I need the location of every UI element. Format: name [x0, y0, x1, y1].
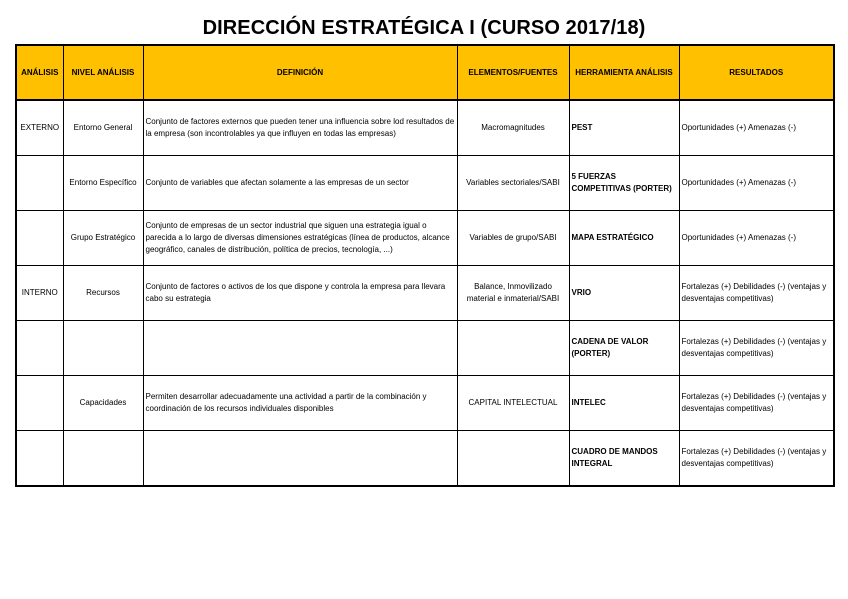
cell-elementos: CAPITAL INTELECTUAL — [457, 376, 569, 431]
cell-herramienta: 5 FUERZAS COMPETITIVAS (PORTER) — [569, 156, 679, 211]
cell-definicion: Conjunto de factores externos que pueden tener una influencia sobre lod resultados de la empresa (son incontrolables ya que influyen en todas las empresas) — [143, 100, 457, 156]
cell-resultados: Fortalezas (+) Debilidades (-) (ventajas y desventajas competitivas) — [679, 266, 834, 321]
cell-analisis: INTERNO — [16, 266, 63, 321]
cell-analisis — [16, 211, 63, 266]
cell-analisis — [16, 156, 63, 211]
cell-resultados: Oportunidades (+) Amenazas (-) — [679, 156, 834, 211]
table-row — [16, 100, 834, 156]
header-definicion: DEFINICIÓN — [143, 45, 457, 100]
header-herramienta-analisis: HERRAMIENTA ANÁLISIS — [569, 45, 679, 100]
cell-definicion: Conjunto de factores o activos de los que dispone y controla la empresa para llevara cabo su estrategia — [143, 266, 457, 321]
table-row — [16, 211, 834, 266]
header-nivel-analisis: NIVEL ANÁLISIS — [63, 45, 143, 100]
cell-definicion: Conjunto de variables que afectan solamente a las empresas de un sector — [143, 156, 457, 211]
cell-nivel — [63, 321, 143, 376]
cell-resultados: Fortalezas (+) Debilidades (-) (ventajas y desventajas competitivas) — [679, 376, 834, 431]
cell-herramienta: INTELEC — [569, 376, 679, 431]
cell-elementos — [457, 321, 569, 376]
cell-resultados: Fortalezas (+) Debilidades (-) (ventajas y desventajas competitivas) — [679, 431, 834, 487]
cell-nivel: Entorno Específico — [63, 156, 143, 211]
cell-elementos: Variables de grupo/SABI — [457, 211, 569, 266]
table-row — [16, 156, 834, 211]
cell-resultados: Oportunidades (+) Amenazas (-) — [679, 211, 834, 266]
cell-definicion — [143, 321, 457, 376]
cell-elementos: Variables sectoriales/SABI — [457, 156, 569, 211]
header-elementos-fuentes: ELEMENTOS/FUENTES — [457, 45, 569, 100]
cell-nivel: Entorno General — [63, 100, 143, 156]
cell-nivel: Grupo Estratégico — [63, 211, 143, 266]
header-row — [16, 45, 834, 100]
cell-elementos: Macromagnitudes — [457, 100, 569, 156]
cell-elementos — [457, 431, 569, 487]
table-row — [16, 431, 834, 487]
header-resultados: RESULTADOS — [679, 45, 834, 100]
cell-analisis — [16, 376, 63, 431]
cell-analisis — [16, 431, 63, 487]
table-row — [16, 266, 834, 321]
cell-definicion — [143, 431, 457, 487]
strategy-table — [15, 44, 835, 487]
cell-nivel: Recursos — [63, 266, 143, 321]
cell-analisis — [16, 321, 63, 376]
cell-definicion: Permiten desarrollar adecuadamente una actividad a partir de la combinación y coordinación de los recursos individuales disponibles — [143, 376, 457, 431]
cell-herramienta: VRIO — [569, 266, 679, 321]
table-row — [16, 376, 834, 431]
table-row — [16, 321, 834, 376]
cell-analisis: EXTERNO — [16, 100, 63, 156]
header-analisis: ANÁLISIS — [16, 45, 63, 100]
cell-herramienta: CUADRO DE MANDOS INTEGRAL — [569, 431, 679, 487]
cell-elementos: Balance, Inmovilizado material e inmaterial/SABI — [457, 266, 569, 321]
cell-nivel — [63, 431, 143, 487]
cell-definicion: Conjunto de empresas de un sector industrial que siguen una estrategia igual o parecida a lo largo de diversas dimensiones estratégicas (línea de productos, alcance geográfico, canales de distribución, política de precios, tecnología, ...) — [143, 211, 457, 266]
cell-resultados: Fortalezas (+) Debilidades (-) (ventajas y desventajas competitivas) — [679, 321, 834, 376]
cell-resultados: Oportunidades (+) Amenazas (-) — [679, 100, 834, 156]
cell-nivel: Capacidades — [63, 376, 143, 431]
cell-herramienta: CADENA DE VALOR (PORTER) — [569, 321, 679, 376]
cell-herramienta: PEST — [569, 100, 679, 156]
page-title: DIRECCIÓN ESTRATÉGICA I (CURSO 2017/18) — [202, 17, 646, 39]
cell-herramienta: MAPA ESTRATÉGICO — [569, 211, 679, 266]
